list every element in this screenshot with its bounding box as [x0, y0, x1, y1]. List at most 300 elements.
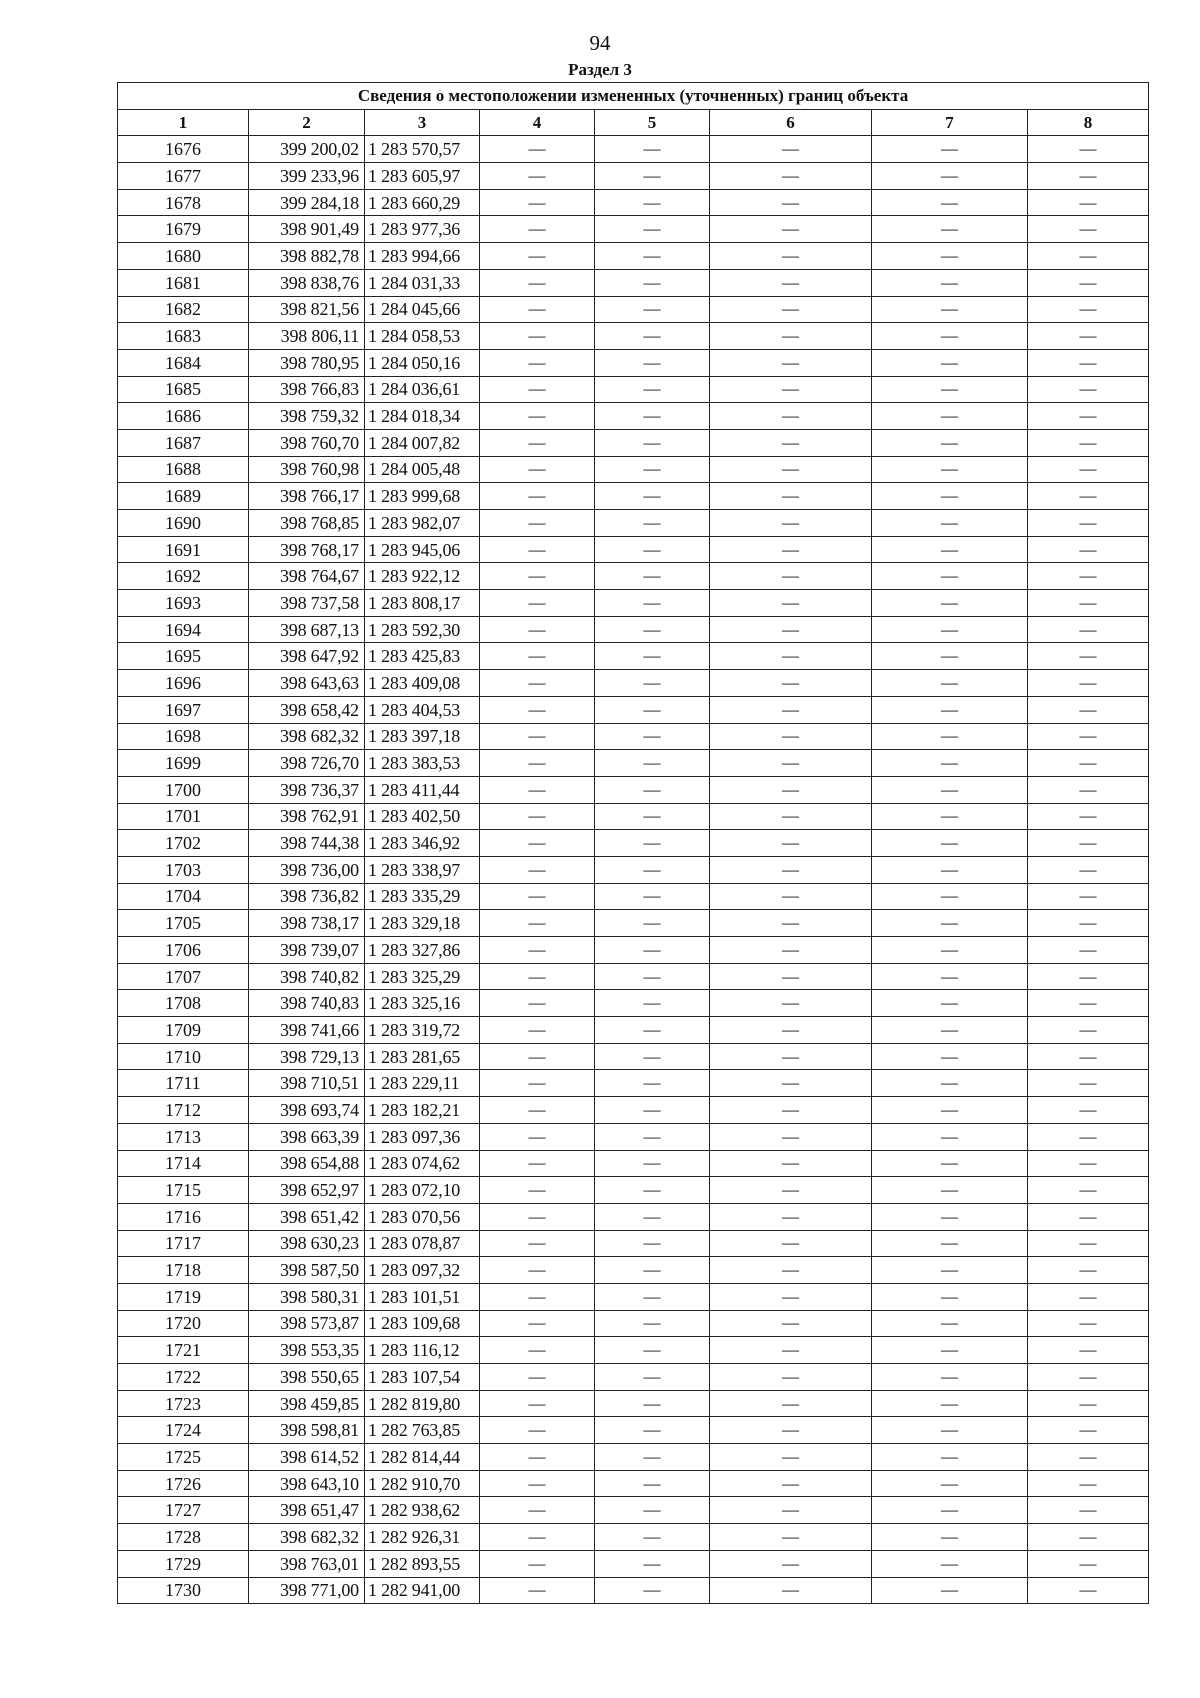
empty-value-cell: — — [872, 136, 1028, 163]
empty-value-cell: — — [872, 163, 1028, 190]
y-coordinate-cell: 1 283 074,62 — [365, 1150, 480, 1177]
empty-value-cell: — — [1028, 1497, 1149, 1524]
empty-value-cell: — — [872, 1577, 1028, 1604]
empty-value-cell: — — [872, 510, 1028, 537]
table-row — [118, 1310, 1149, 1337]
empty-value-cell: — — [1028, 1257, 1149, 1284]
empty-value-cell: — — [480, 536, 595, 563]
point-number-cell: 1715 — [118, 1177, 249, 1204]
empty-value-cell: — — [595, 1497, 710, 1524]
y-coordinate-cell: 1 283 592,30 — [365, 616, 480, 643]
empty-value-cell: — — [595, 243, 710, 270]
empty-value-cell: — — [1028, 830, 1149, 857]
empty-value-cell: — — [710, 136, 872, 163]
empty-value-cell: — — [595, 536, 710, 563]
y-coordinate-cell: 1 283 994,66 — [365, 243, 480, 270]
table-row — [118, 963, 1149, 990]
empty-value-cell: — — [595, 1470, 710, 1497]
point-number-cell: 1683 — [118, 323, 249, 350]
empty-value-cell: — — [480, 1203, 595, 1230]
x-coordinate-cell: 398 739,07 — [249, 937, 365, 964]
empty-value-cell: — — [595, 136, 710, 163]
empty-value-cell: — — [1028, 1123, 1149, 1150]
empty-value-cell: — — [595, 269, 710, 296]
empty-value-cell: — — [480, 1150, 595, 1177]
y-coordinate-cell: 1 283 109,68 — [365, 1310, 480, 1337]
table-row — [118, 1150, 1149, 1177]
y-coordinate-cell: 1 283 982,07 — [365, 510, 480, 537]
table-row — [118, 483, 1149, 510]
x-coordinate-cell: 398 459,85 — [249, 1390, 365, 1417]
point-number-cell: 1679 — [118, 216, 249, 243]
x-coordinate-cell: 398 682,32 — [249, 723, 365, 750]
empty-value-cell: — — [710, 1123, 872, 1150]
empty-value-cell: — — [480, 1283, 595, 1310]
point-number-cell: 1716 — [118, 1203, 249, 1230]
empty-value-cell: — — [1028, 590, 1149, 617]
empty-value-cell: — — [480, 1070, 595, 1097]
table-row — [118, 243, 1149, 270]
empty-value-cell: — — [595, 1177, 710, 1204]
y-coordinate-cell: 1 283 411,44 — [365, 776, 480, 803]
x-coordinate-cell: 398 580,31 — [249, 1283, 365, 1310]
empty-value-cell: — — [480, 243, 595, 270]
empty-value-cell: — — [480, 1364, 595, 1391]
empty-value-cell: — — [710, 1070, 872, 1097]
table-row — [118, 1524, 1149, 1551]
y-coordinate-cell: 1 283 977,36 — [365, 216, 480, 243]
table-row — [118, 323, 1149, 350]
empty-value-cell: — — [710, 429, 872, 456]
x-coordinate-cell: 398 652,97 — [249, 1177, 365, 1204]
table-row — [118, 590, 1149, 617]
empty-value-cell: — — [595, 750, 710, 777]
table-row — [118, 643, 1149, 670]
empty-value-cell: — — [710, 483, 872, 510]
x-coordinate-cell: 398 737,58 — [249, 590, 365, 617]
point-number-cell: 1695 — [118, 643, 249, 670]
point-number-cell: 1697 — [118, 696, 249, 723]
y-coordinate-cell: 1 284 007,82 — [365, 429, 480, 456]
empty-value-cell: — — [595, 937, 710, 964]
page-number: 94 — [589, 31, 611, 55]
empty-value-cell: — — [595, 1283, 710, 1310]
x-coordinate-cell: 398 736,37 — [249, 776, 365, 803]
table-row — [118, 1177, 1149, 1204]
y-coordinate-cell: 1 282 938,62 — [365, 1497, 480, 1524]
empty-value-cell: — — [1028, 456, 1149, 483]
x-coordinate-cell: 398 741,66 — [249, 1017, 365, 1044]
x-coordinate-cell: 398 838,76 — [249, 269, 365, 296]
x-coordinate-cell: 398 882,78 — [249, 243, 365, 270]
point-number-cell: 1691 — [118, 536, 249, 563]
table-row — [118, 910, 1149, 937]
x-coordinate-cell: 398 643,63 — [249, 670, 365, 697]
empty-value-cell: — — [710, 1524, 872, 1551]
table-row — [118, 189, 1149, 216]
empty-value-cell: — — [480, 136, 595, 163]
table-row — [118, 1257, 1149, 1284]
empty-value-cell: — — [480, 670, 595, 697]
empty-value-cell: — — [872, 349, 1028, 376]
point-number-cell: 1684 — [118, 349, 249, 376]
empty-value-cell: — — [595, 776, 710, 803]
y-coordinate-cell: 1 283 605,97 — [365, 163, 480, 190]
empty-value-cell: — — [710, 963, 872, 990]
empty-value-cell: — — [480, 1470, 595, 1497]
empty-value-cell: — — [1028, 616, 1149, 643]
point-number-cell: 1678 — [118, 189, 249, 216]
x-coordinate-cell: 398 682,32 — [249, 1524, 365, 1551]
empty-value-cell: — — [872, 1390, 1028, 1417]
table-row — [118, 670, 1149, 697]
empty-value-cell: — — [872, 1017, 1028, 1044]
empty-value-cell: — — [1028, 1203, 1149, 1230]
empty-value-cell: — — [872, 723, 1028, 750]
empty-value-cell: — — [595, 963, 710, 990]
point-number-cell: 1724 — [118, 1417, 249, 1444]
empty-value-cell: — — [480, 349, 595, 376]
empty-value-cell: — — [595, 563, 710, 590]
point-number-cell: 1711 — [118, 1070, 249, 1097]
empty-value-cell: — — [595, 830, 710, 857]
empty-value-cell: — — [1028, 1550, 1149, 1577]
empty-value-cell: — — [1028, 937, 1149, 964]
point-number-cell: 1730 — [118, 1577, 249, 1604]
table-row — [118, 616, 1149, 643]
empty-value-cell: — — [710, 1310, 872, 1337]
empty-value-cell: — — [872, 296, 1028, 323]
x-coordinate-cell: 398 762,91 — [249, 803, 365, 830]
empty-value-cell: — — [872, 563, 1028, 590]
point-number-cell: 1681 — [118, 269, 249, 296]
table-row — [118, 269, 1149, 296]
empty-value-cell: — — [480, 296, 595, 323]
empty-value-cell: — — [1028, 1150, 1149, 1177]
empty-value-cell: — — [710, 403, 872, 430]
table-row — [118, 776, 1149, 803]
x-coordinate-cell: 398 614,52 — [249, 1444, 365, 1471]
empty-value-cell: — — [710, 590, 872, 617]
empty-value-cell: — — [872, 1310, 1028, 1337]
table-row — [118, 163, 1149, 190]
empty-value-cell: — — [872, 536, 1028, 563]
table-row — [118, 1417, 1149, 1444]
x-coordinate-cell: 398 766,83 — [249, 376, 365, 403]
table-row — [118, 1123, 1149, 1150]
empty-value-cell: — — [480, 563, 595, 590]
empty-value-cell: — — [595, 163, 710, 190]
y-coordinate-cell: 1 283 229,11 — [365, 1070, 480, 1097]
table-row — [118, 510, 1149, 537]
empty-value-cell: — — [480, 1444, 595, 1471]
empty-value-cell: — — [595, 1043, 710, 1070]
x-coordinate-cell: 398 630,23 — [249, 1230, 365, 1257]
empty-value-cell: — — [480, 830, 595, 857]
empty-value-cell: — — [710, 1417, 872, 1444]
empty-value-cell: — — [480, 750, 595, 777]
empty-value-cell: — — [595, 189, 710, 216]
x-coordinate-cell: 398 768,85 — [249, 510, 365, 537]
table-row — [118, 1390, 1149, 1417]
table-row — [118, 696, 1149, 723]
empty-value-cell: — — [1028, 883, 1149, 910]
empty-value-cell: — — [710, 1550, 872, 1577]
empty-value-cell: — — [595, 456, 710, 483]
empty-value-cell: — — [480, 1017, 595, 1044]
y-coordinate-cell: 1 283 329,18 — [365, 910, 480, 937]
empty-value-cell: — — [480, 1310, 595, 1337]
empty-value-cell: — — [595, 1203, 710, 1230]
empty-value-cell: — — [1028, 1043, 1149, 1070]
empty-value-cell: — — [872, 323, 1028, 350]
empty-value-cell: — — [710, 296, 872, 323]
empty-value-cell: — — [710, 536, 872, 563]
empty-value-cell: — — [1028, 1337, 1149, 1364]
empty-value-cell: — — [872, 883, 1028, 910]
point-number-cell: 1687 — [118, 429, 249, 456]
empty-value-cell: — — [710, 723, 872, 750]
section-label: Раздел 3 — [568, 60, 632, 79]
empty-value-cell: — — [872, 963, 1028, 990]
empty-value-cell: — — [1028, 429, 1149, 456]
empty-value-cell: — — [1028, 856, 1149, 883]
point-number-cell: 1677 — [118, 163, 249, 190]
empty-value-cell: — — [710, 1364, 872, 1391]
y-coordinate-cell: 1 282 893,55 — [365, 1550, 480, 1577]
y-coordinate-cell: 1 283 999,68 — [365, 483, 480, 510]
point-number-cell: 1709 — [118, 1017, 249, 1044]
empty-value-cell: — — [1028, 1524, 1149, 1551]
table-row — [118, 750, 1149, 777]
point-number-cell: 1701 — [118, 803, 249, 830]
empty-value-cell: — — [872, 1283, 1028, 1310]
empty-value-cell: — — [480, 1417, 595, 1444]
x-coordinate-cell: 398 768,17 — [249, 536, 365, 563]
x-coordinate-cell: 398 763,01 — [249, 1550, 365, 1577]
empty-value-cell: — — [872, 1337, 1028, 1364]
empty-value-cell: — — [872, 776, 1028, 803]
empty-value-cell: — — [595, 1524, 710, 1551]
x-coordinate-cell: 398 654,88 — [249, 1150, 365, 1177]
x-coordinate-cell: 398 550,65 — [249, 1364, 365, 1391]
empty-value-cell: — — [710, 803, 872, 830]
x-coordinate-cell: 398 771,00 — [249, 1577, 365, 1604]
empty-value-cell: — — [595, 643, 710, 670]
coordinates-table — [117, 82, 1149, 1604]
table-row — [118, 723, 1149, 750]
empty-value-cell: — — [595, 1123, 710, 1150]
y-coordinate-cell: 1 283 078,87 — [365, 1230, 480, 1257]
empty-value-cell: — — [872, 1524, 1028, 1551]
empty-value-cell: — — [480, 269, 595, 296]
empty-value-cell: — — [710, 990, 872, 1017]
empty-value-cell: — — [480, 643, 595, 670]
empty-value-cell: — — [872, 1257, 1028, 1284]
empty-value-cell: — — [480, 1123, 595, 1150]
x-coordinate-cell: 398 766,17 — [249, 483, 365, 510]
empty-value-cell: — — [595, 1577, 710, 1604]
empty-value-cell: — — [595, 670, 710, 697]
empty-value-cell: — — [1028, 1470, 1149, 1497]
empty-value-cell: — — [1028, 403, 1149, 430]
empty-value-cell: — — [1028, 483, 1149, 510]
empty-value-cell: — — [872, 990, 1028, 1017]
empty-value-cell: — — [480, 937, 595, 964]
empty-value-cell: — — [1028, 1364, 1149, 1391]
point-number-cell: 1714 — [118, 1150, 249, 1177]
table-row — [118, 216, 1149, 243]
point-number-cell: 1676 — [118, 136, 249, 163]
point-number-cell: 1713 — [118, 1123, 249, 1150]
table-row — [118, 803, 1149, 830]
empty-value-cell: — — [872, 1230, 1028, 1257]
point-number-cell: 1718 — [118, 1257, 249, 1284]
empty-value-cell: — — [1028, 990, 1149, 1017]
x-coordinate-cell: 398 740,83 — [249, 990, 365, 1017]
point-number-cell: 1690 — [118, 510, 249, 537]
x-coordinate-cell: 398 806,11 — [249, 323, 365, 350]
empty-value-cell: — — [1028, 349, 1149, 376]
y-coordinate-cell: 1 283 097,32 — [365, 1257, 480, 1284]
empty-value-cell: — — [1028, 189, 1149, 216]
empty-value-cell: — — [710, 323, 872, 350]
y-coordinate-cell: 1 283 325,29 — [365, 963, 480, 990]
empty-value-cell: — — [480, 1257, 595, 1284]
empty-value-cell: — — [872, 1177, 1028, 1204]
empty-value-cell: — — [480, 590, 595, 617]
point-number-cell: 1692 — [118, 563, 249, 590]
empty-value-cell: — — [872, 1417, 1028, 1444]
empty-value-cell: — — [872, 643, 1028, 670]
empty-value-cell: — — [710, 856, 872, 883]
empty-value-cell: — — [872, 910, 1028, 937]
y-coordinate-cell: 1 283 070,56 — [365, 1203, 480, 1230]
y-coordinate-cell: 1 283 402,50 — [365, 803, 480, 830]
empty-value-cell: — — [710, 349, 872, 376]
empty-value-cell: — — [595, 510, 710, 537]
empty-value-cell: — — [595, 616, 710, 643]
empty-value-cell: — — [595, 1444, 710, 1471]
empty-value-cell: — — [872, 616, 1028, 643]
table-row — [118, 136, 1149, 163]
point-number-cell: 1685 — [118, 376, 249, 403]
empty-value-cell: — — [480, 856, 595, 883]
x-coordinate-cell: 399 200,02 — [249, 136, 365, 163]
empty-value-cell: — — [872, 1203, 1028, 1230]
empty-value-cell: — — [872, 1470, 1028, 1497]
point-number-cell: 1705 — [118, 910, 249, 937]
empty-value-cell: — — [1028, 723, 1149, 750]
empty-value-cell: — — [480, 1043, 595, 1070]
empty-value-cell: — — [480, 616, 595, 643]
x-coordinate-cell: 398 687,13 — [249, 616, 365, 643]
table-row — [118, 1017, 1149, 1044]
empty-value-cell: — — [1028, 296, 1149, 323]
y-coordinate-cell: 1 283 404,53 — [365, 696, 480, 723]
table-row — [118, 296, 1149, 323]
empty-value-cell: — — [480, 323, 595, 350]
empty-value-cell: — — [480, 1097, 595, 1124]
y-coordinate-cell: 1 283 101,51 — [365, 1283, 480, 1310]
empty-value-cell: — — [872, 1444, 1028, 1471]
table-row — [118, 990, 1149, 1017]
empty-value-cell: — — [872, 830, 1028, 857]
x-coordinate-cell: 398 736,00 — [249, 856, 365, 883]
empty-value-cell: — — [1028, 1390, 1149, 1417]
empty-value-cell: — — [595, 403, 710, 430]
column-header: 3 — [365, 109, 480, 136]
empty-value-cell: — — [595, 1070, 710, 1097]
y-coordinate-cell: 1 284 005,48 — [365, 456, 480, 483]
empty-value-cell: — — [595, 990, 710, 1017]
empty-value-cell: — — [1028, 136, 1149, 163]
y-coordinate-cell: 1 283 808,17 — [365, 590, 480, 617]
point-number-cell: 1698 — [118, 723, 249, 750]
point-number-cell: 1723 — [118, 1390, 249, 1417]
empty-value-cell: — — [480, 910, 595, 937]
x-coordinate-cell: 398 780,95 — [249, 349, 365, 376]
table-row — [118, 883, 1149, 910]
empty-value-cell: — — [1028, 243, 1149, 270]
empty-value-cell: — — [1028, 750, 1149, 777]
empty-value-cell: — — [595, 696, 710, 723]
y-coordinate-cell: 1 284 031,33 — [365, 269, 480, 296]
empty-value-cell: — — [710, 1497, 872, 1524]
empty-value-cell: — — [480, 1177, 595, 1204]
x-coordinate-cell: 398 744,38 — [249, 830, 365, 857]
y-coordinate-cell: 1 283 945,06 — [365, 536, 480, 563]
empty-value-cell: — — [710, 376, 872, 403]
table-row — [118, 1364, 1149, 1391]
empty-value-cell: — — [710, 216, 872, 243]
empty-value-cell: — — [1028, 1283, 1149, 1310]
table-row — [118, 1550, 1149, 1577]
empty-value-cell: — — [480, 990, 595, 1017]
point-number-cell: 1721 — [118, 1337, 249, 1364]
table-row — [118, 1043, 1149, 1070]
point-number-cell: 1727 — [118, 1497, 249, 1524]
empty-value-cell: — — [710, 910, 872, 937]
y-coordinate-cell: 1 282 926,31 — [365, 1524, 480, 1551]
empty-value-cell: — — [595, 376, 710, 403]
empty-value-cell: — — [1028, 216, 1149, 243]
empty-value-cell: — — [872, 803, 1028, 830]
table-row — [118, 1097, 1149, 1124]
empty-value-cell: — — [595, 1017, 710, 1044]
point-number-cell: 1688 — [118, 456, 249, 483]
y-coordinate-cell: 1 283 922,12 — [365, 563, 480, 590]
empty-value-cell: — — [480, 776, 595, 803]
empty-value-cell: — — [872, 696, 1028, 723]
point-number-cell: 1725 — [118, 1444, 249, 1471]
empty-value-cell: — — [872, 216, 1028, 243]
table-row — [118, 1444, 1149, 1471]
empty-value-cell: — — [710, 776, 872, 803]
x-coordinate-cell: 398 760,98 — [249, 456, 365, 483]
point-number-cell: 1704 — [118, 883, 249, 910]
y-coordinate-cell: 1 283 319,72 — [365, 1017, 480, 1044]
y-coordinate-cell: 1 283 409,08 — [365, 670, 480, 697]
table-row — [118, 1203, 1149, 1230]
empty-value-cell: — — [872, 590, 1028, 617]
empty-value-cell: — — [595, 1310, 710, 1337]
column-header: 6 — [710, 109, 872, 136]
empty-value-cell: — — [595, 483, 710, 510]
x-coordinate-cell: 398 553,35 — [249, 1337, 365, 1364]
empty-value-cell: — — [1028, 1097, 1149, 1124]
empty-value-cell: — — [710, 563, 872, 590]
